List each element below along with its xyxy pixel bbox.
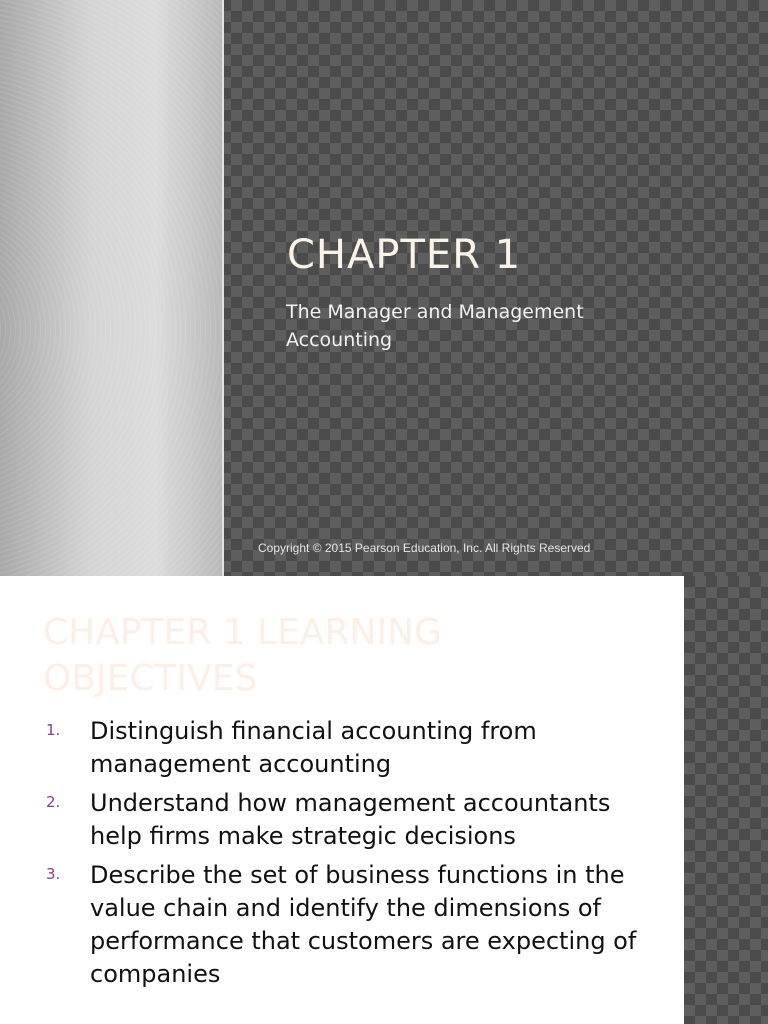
objective-number: 2. <box>46 793 61 811</box>
objective-item <box>46 715 646 781</box>
objectives-list <box>46 715 646 997</box>
objective-item <box>46 859 646 991</box>
pattern-side-strip <box>684 576 768 1024</box>
copyright-notice: Copyright © 2015 Pearson Education, Inc. All Rights Reserved <box>258 541 591 555</box>
silver-side-panel <box>0 0 222 576</box>
chapter-subtitle: The Manager and Management Accounting <box>286 301 584 351</box>
objective-text: Understand how management accountants help firms make strategic decisions <box>90 789 611 850</box>
objectives-slide <box>0 576 768 1024</box>
objective-number: 3. <box>46 865 61 883</box>
objectives-title: CHAPTER 1 LEARNING OBJECTIVES <box>43 612 442 699</box>
objective-text: Distinguish financial accounting from management accounting <box>90 717 537 778</box>
panel-divider <box>222 0 224 576</box>
objective-text: Describe the set of business functions in the value chain and identify the dimensions of performance that customers are expecting of companies <box>90 861 637 988</box>
objective-number: 1. <box>46 721 61 739</box>
objective-item <box>46 787 646 853</box>
chapter-title: CHAPTER 1 <box>287 232 522 278</box>
